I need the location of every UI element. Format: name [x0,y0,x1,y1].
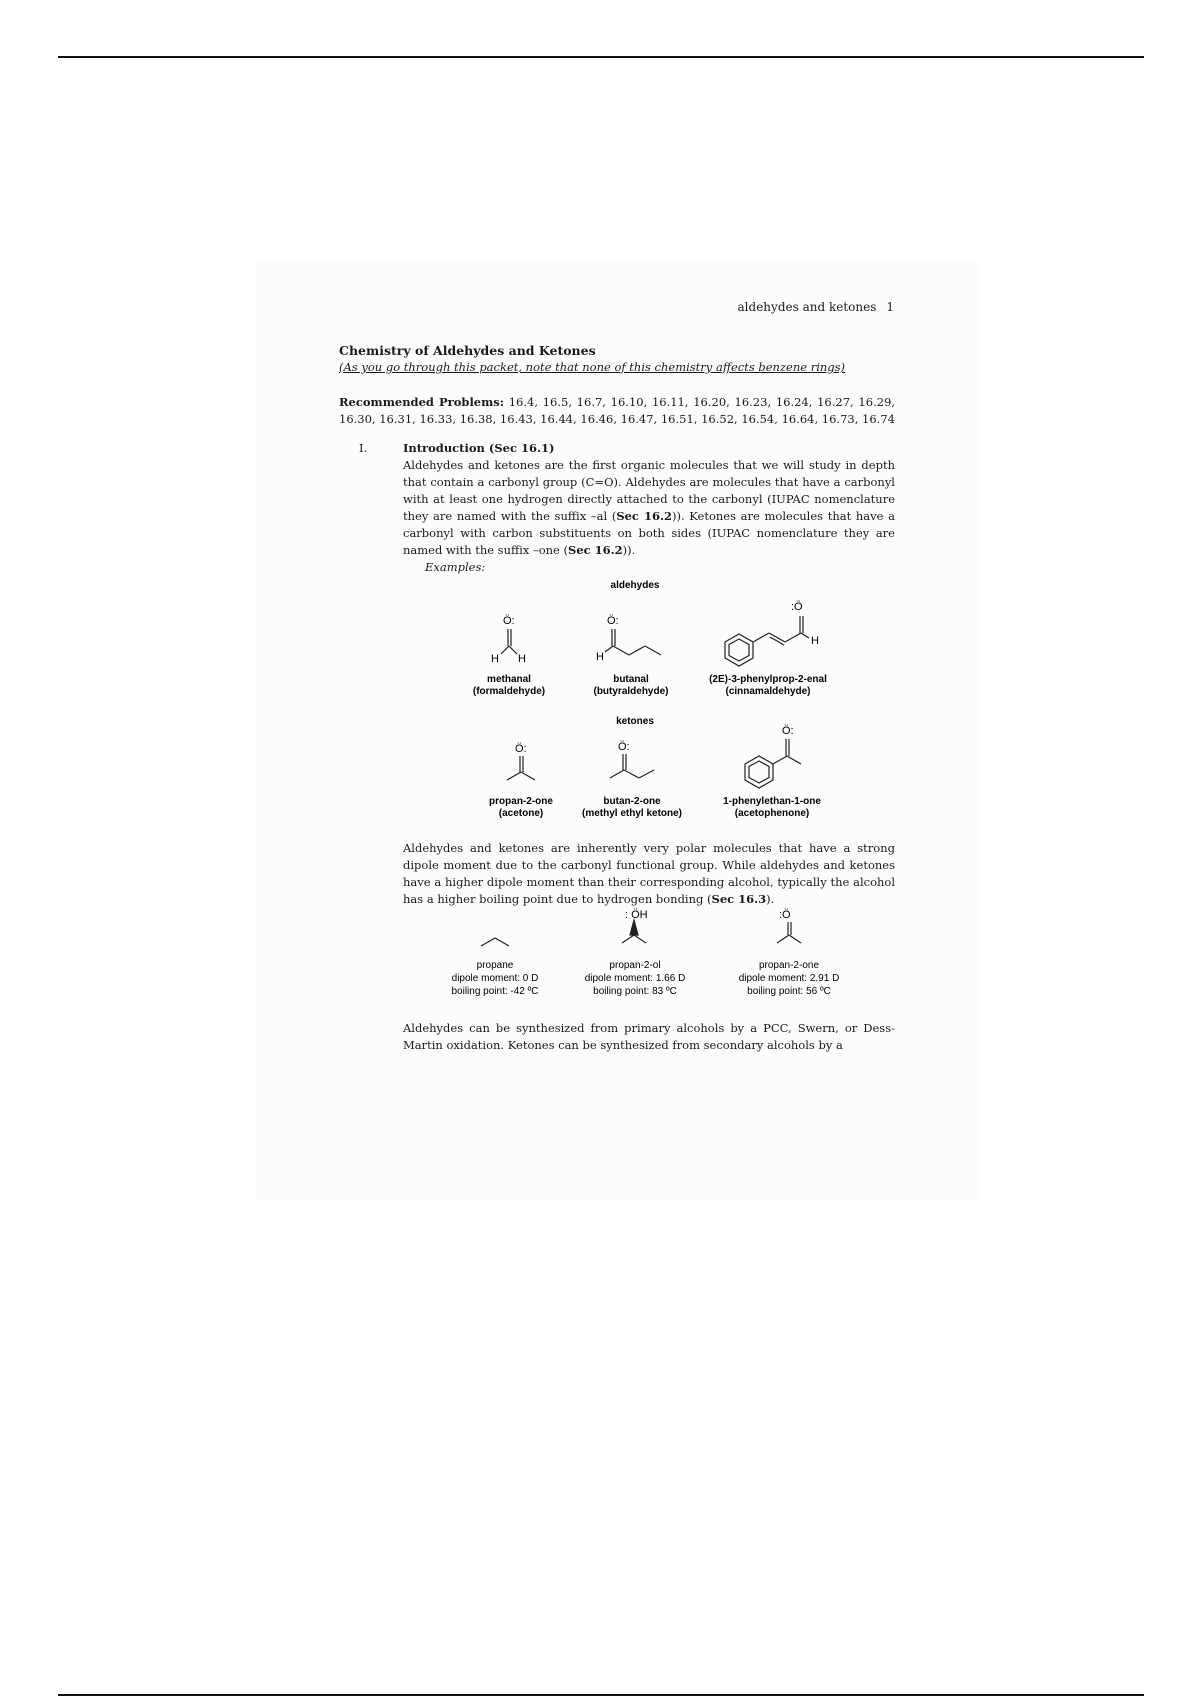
section-number: I. [359,441,368,455]
methanal-oxygen: Ö: [503,615,515,627]
butanal-oxygen: Ö: [607,615,619,627]
page-content [339,342,895,1054]
propanone-oxygen: :Ö [779,909,791,921]
butanal-hydrogen: H [596,651,604,663]
acetone-structure [507,756,535,780]
synthesis-paragraph: Aldehydes can be synthesized from primary alcohols by a PCC, Swern, or Dess-Martin oxidation. Ketones can be synthesized from secondary alcohols by a [403,1021,895,1052]
propanone-bp: boiling point: 56 ºC [747,986,831,997]
examples-label: Examples: [425,560,486,574]
recommended-label: Recommended Problems: [339,395,505,409]
methanal-h-right: H [518,653,526,665]
ketones-header: ketones [616,716,654,727]
propanone-name: propan-2-one [758,960,820,971]
propane-name: propane [476,960,514,971]
cinnamaldehyde-hydrogen: H [811,635,819,647]
section-title: Introduction (Sec 16.1) [403,441,555,455]
intro-text-1: Aldehydes and ketones are the first organic molecules that we will study in depth that contain a carbonyl group (C=O). Aldehydes are molecules that have a carbonyl with at least one hydrogen directly attached to the carbonyl (IUPAC nomenclature they are named with the suffix –al ( [403,458,895,523]
intro-ref-1: Sec 16.2 [616,509,672,523]
page-number: 1 [886,300,894,314]
butanal-structure [605,629,661,655]
propan-2-ol-dipole: dipole moment: 1.66 D [584,973,686,984]
methanal-name: methanal [487,674,531,685]
running-head-title: aldehydes and ketones [737,300,877,314]
acetophenone-structure [745,739,801,788]
propanone-dipole: dipole moment: 2.91 D [738,973,840,984]
propane-structure [481,938,509,946]
recommended-problems [339,394,895,428]
dipole-comparison-figure [403,908,863,1012]
propan-2-ol-hydroxyl: : ÖH [625,909,648,921]
document-title: Chemistry of Aldehydes and Ketones [339,343,596,358]
acetone-name: propan-2-one [489,796,553,807]
acetophenone-common: (acetophenone) [734,808,810,819]
acetone-common: (acetone) [498,808,544,819]
recommended-list: 16.4, 16.5, 16.7, 16.10, 16.11, 16.20, 16.23, 16.24, 16.27, 16.29, 16.30, 16.31, 16.33, 16.38, 16.43, 16.44, 16.46, 16.47, 16.51, 16.52, 16.54, 16.64, 16.73, 16.74 [339,395,895,426]
top-rule [58,56,1144,58]
propane-bp: boiling point: -42 ºC [451,986,539,997]
polarity-text-2: ). [766,892,775,906]
butanone-common: (methyl ethyl ketone) [581,808,683,819]
propan-2-ol-bp: boiling point: 83 ºC [593,986,677,997]
cinnamaldehyde-oxygen: :Ö [791,601,803,613]
cinnamaldehyde-structure [725,616,809,666]
section-introduction [339,440,895,1054]
running-head [738,300,894,314]
propane-dipole: dipole moment: 0 D [451,973,539,984]
document-note: (As you go through this packet, note that none of this chemistry affects benzene rings) [339,360,846,374]
cinnamaldehyde-name: (2E)-3-phenylprop-2-enal [709,674,827,685]
butanal-common: (butyraldehyde) [593,686,669,697]
aldehydes-header: aldehydes [610,580,660,591]
polarity-ref: Sec 16.3 [711,892,767,906]
document-page [255,262,979,1200]
propanone-structure [777,922,801,943]
aldehydes-ketones-figure [403,576,863,826]
intro-paragraph [403,457,895,559]
butanone-oxygen: Ö: [618,741,630,753]
propan-2-ol-name: propan-2-ol [609,960,661,971]
polarity-paragraph [403,840,895,908]
intro-ref-2: Sec 16.2 [568,543,623,557]
butanal-name: butanal [613,674,649,685]
butanone-name: butan-2-one [603,796,661,807]
polarity-text-1: Aldehydes and ketones are inherently very polar molecules that have a strong dipole moment due to the carbonyl functional group. While aldehydes and ketones have a higher dipole moment than their corresponding alcohol, typically the alcohol has a higher boiling point due to hydrogen bonding ( [403,841,895,906]
intro-text-2: )). Ketones are molecules that have a carbonyl with carbon substituents on both sides (IUPAC nomenclature they are named with the suffix –one ( [403,509,895,557]
methanal-h-left: H [491,653,499,665]
methanal-common: (formaldehyde) [472,686,546,697]
cinnamaldehyde-common: (cinnamaldehyde) [725,686,811,697]
intro-text-3: )). [622,543,636,557]
acetophenone-name: 1-phenylethan-1-one [723,796,821,807]
acetone-oxygen: Ö: [515,743,527,755]
bottom-rule [58,1694,1144,1696]
propan-2-ol-structure [622,920,646,943]
methanal-structure [501,629,517,654]
acetophenone-oxygen: Ö: [782,725,794,737]
butanone-structure [610,754,654,778]
